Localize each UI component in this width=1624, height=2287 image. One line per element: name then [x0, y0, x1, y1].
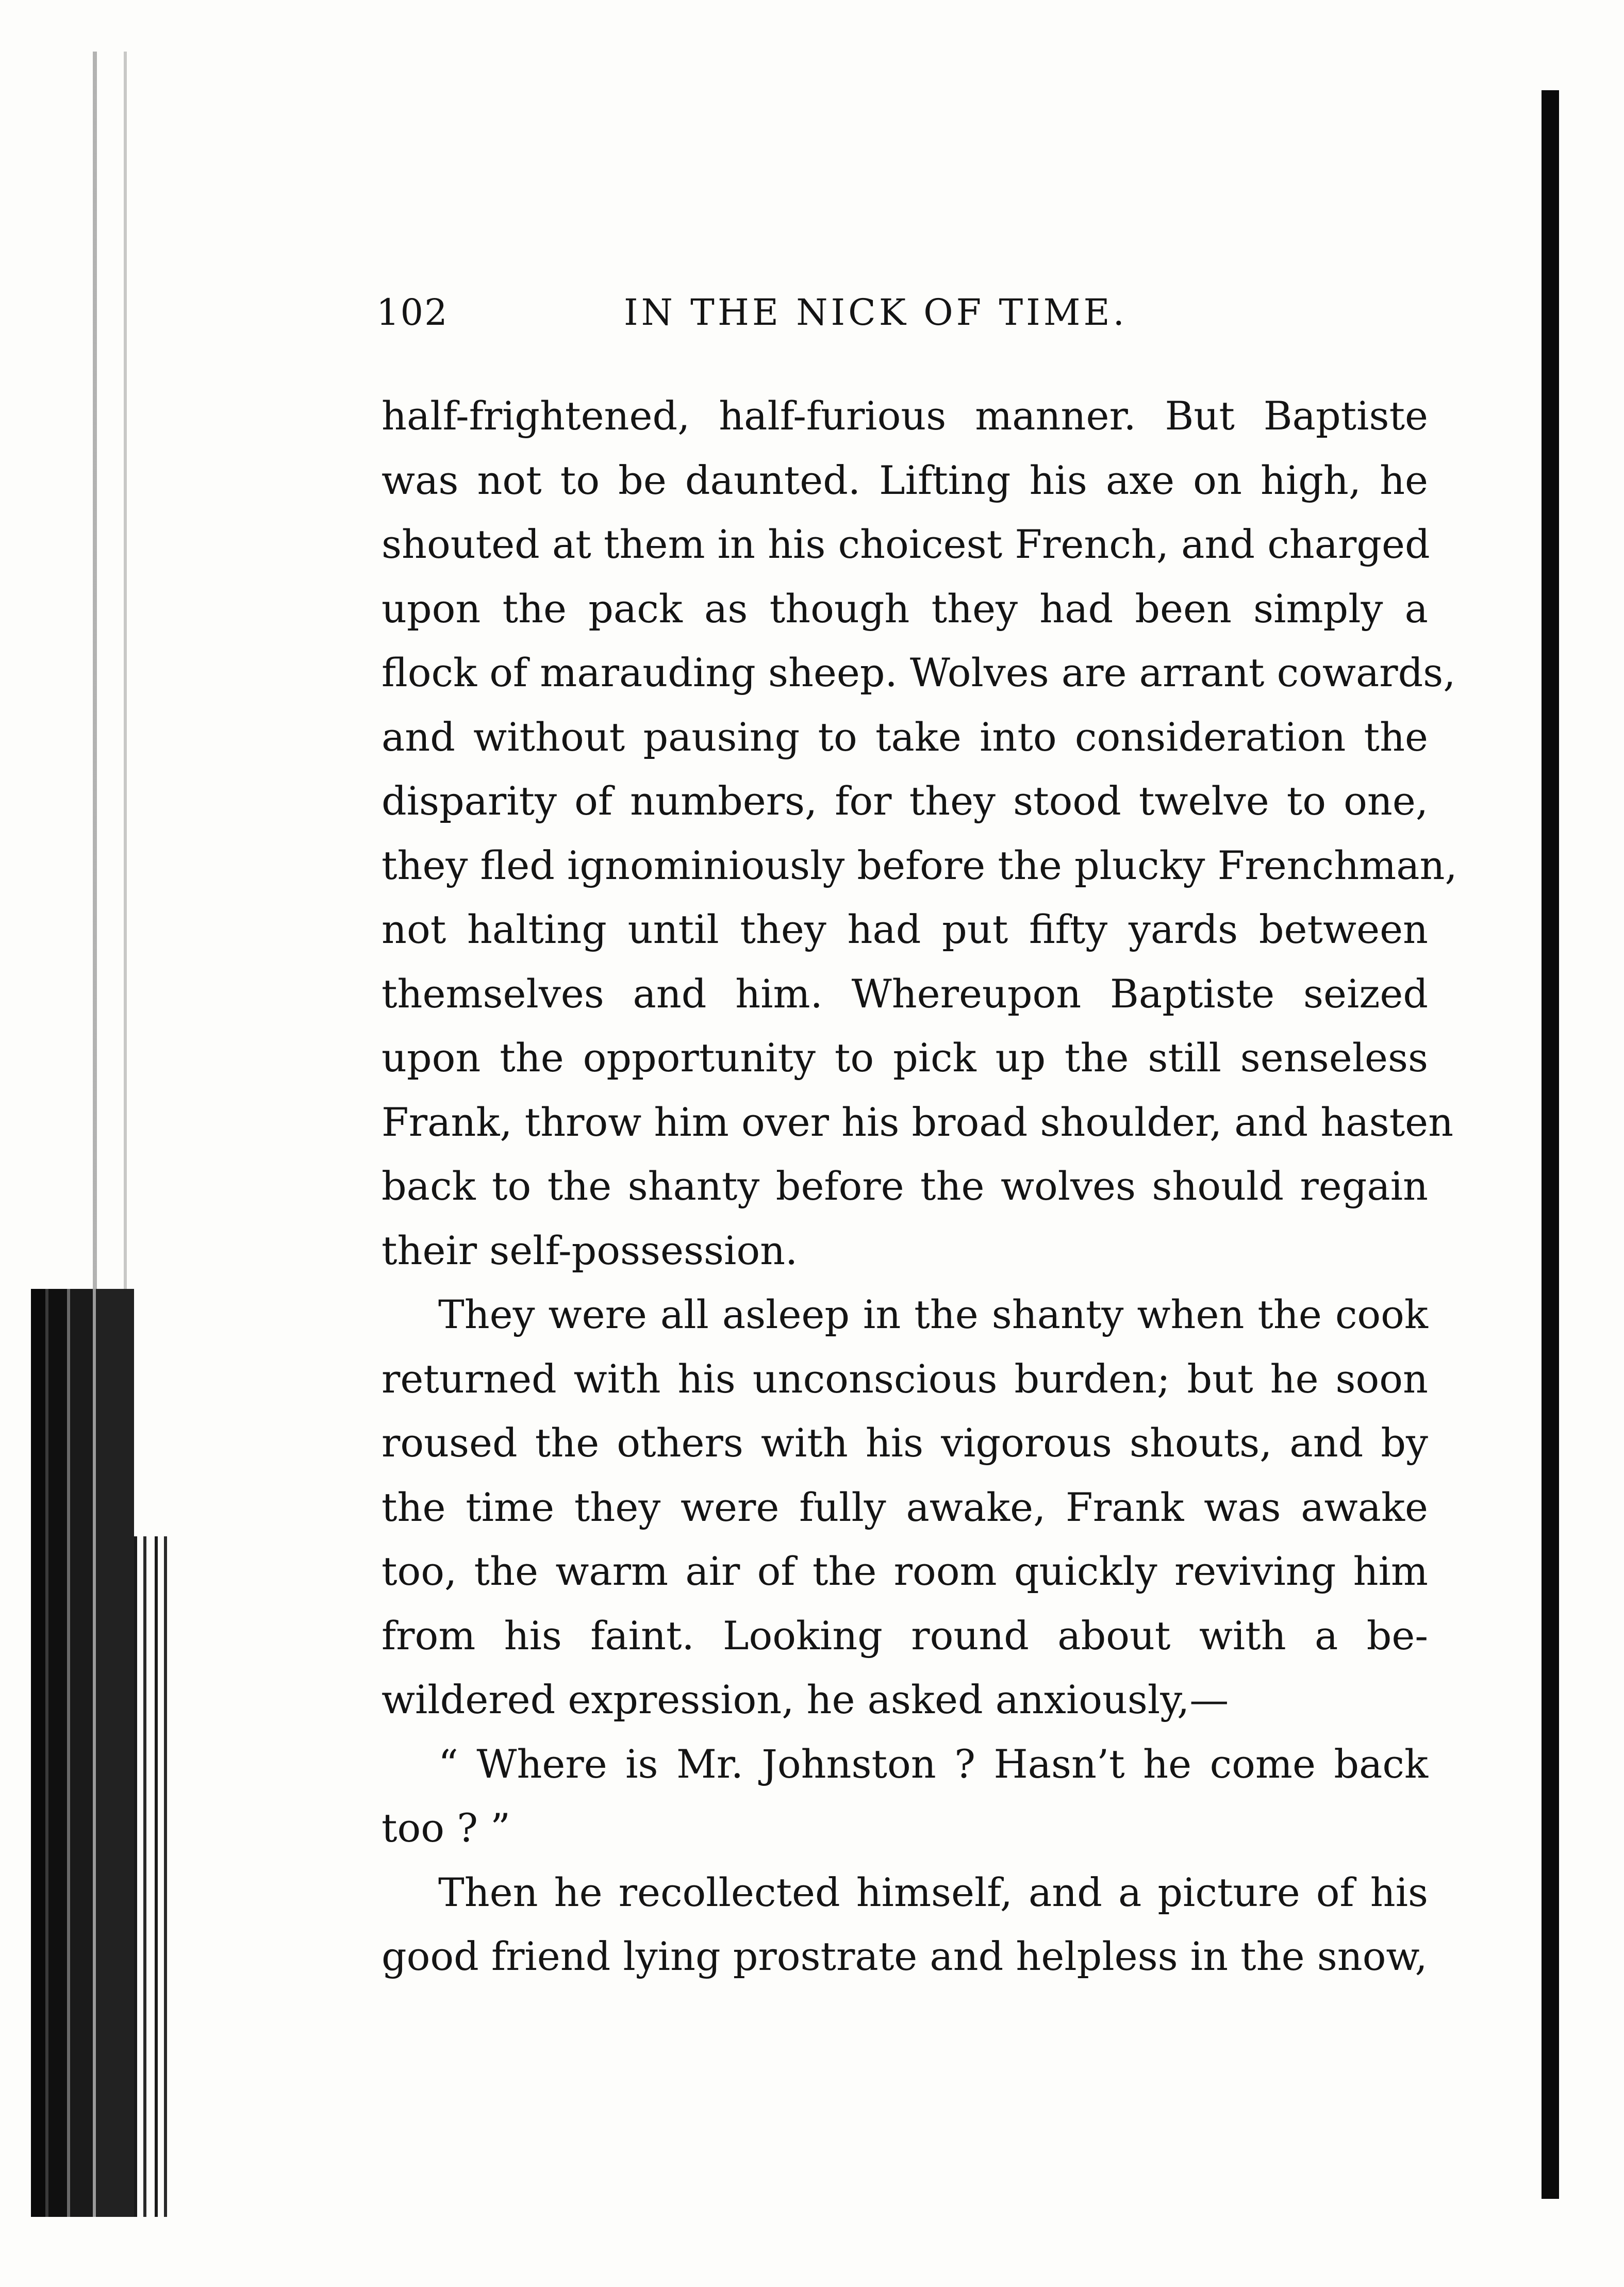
text-line: Frank, throw him over his broad shoulder, and hasten: [382, 1099, 1454, 1145]
text-line: They were all asleep in the shanty when the cook: [438, 1291, 1428, 1337]
running-title: IN THE NICK OF TIME.: [624, 291, 1128, 334]
text-line: roused the others with his vigorous shouts, and by: [382, 1420, 1428, 1466]
text-line: and without pausing to take into consideration the: [382, 714, 1428, 760]
page-header: [376, 291, 1423, 348]
text-line: their self-possession.: [382, 1227, 798, 1273]
scan-edge-artifact-upper: [31, 52, 165, 1289]
paragraph: [382, 1732, 1428, 1861]
text-line: flock of marauding sheep. Wolves are arrant cowards,: [382, 650, 1456, 695]
scan-edge-artifact-lower: [31, 1289, 134, 2217]
text-line: was not to be daunted. Lifting his axe on high, he: [382, 457, 1428, 503]
text-line: wildered expression, he asked anxiously,—: [382, 1677, 1229, 1722]
text-line: too ? ”: [382, 1805, 510, 1851]
text-line: they fled ignominiously before the plucky Frenchman,: [382, 842, 1457, 888]
scan-right-border: [1542, 90, 1559, 2199]
text-line: themselves and him. Whereupon Baptiste seized: [382, 970, 1428, 1017]
text-line: Then he recollected himself, and a picture of his: [438, 1869, 1428, 1915]
text-line: good friend lying prostrate and helpless in the snow,: [382, 1933, 1428, 1979]
text-line: disparity of numbers, for they stood twelve to one,: [382, 778, 1428, 824]
text-line: back to the shanty before the wolves should regain: [382, 1163, 1428, 1209]
paragraph: [382, 1283, 1428, 1732]
text-line: half-frightened, half-furious manner. But Baptiste: [382, 393, 1428, 439]
text-line: the time they were fully awake, Frank was awake: [382, 1484, 1428, 1530]
scan-edge-lines: [134, 1536, 175, 2217]
page-number: 102: [376, 291, 449, 334]
text-line: shouted at them in his choicest French, and charged: [382, 521, 1430, 567]
paragraph: [382, 1861, 1428, 1989]
text-line: too, the warm air of the room quickly reviving him: [382, 1548, 1428, 1594]
text-line: from his faint. Looking round about with a be-: [382, 1612, 1428, 1659]
text-line: upon the opportunity to pick up the still senseless: [382, 1035, 1428, 1081]
text-line: upon the pack as though they had been simply a: [382, 585, 1428, 632]
text-line: “ Where is Mr. Johnston ? Hasn’t he come back: [438, 1741, 1428, 1787]
text-line: not halting until they had put fifty yards between: [382, 906, 1428, 952]
paragraph: [382, 384, 1457, 1283]
text-line: returned with his unconscious burden; but he soon: [382, 1355, 1428, 1402]
page-body-text: [382, 384, 1457, 1989]
